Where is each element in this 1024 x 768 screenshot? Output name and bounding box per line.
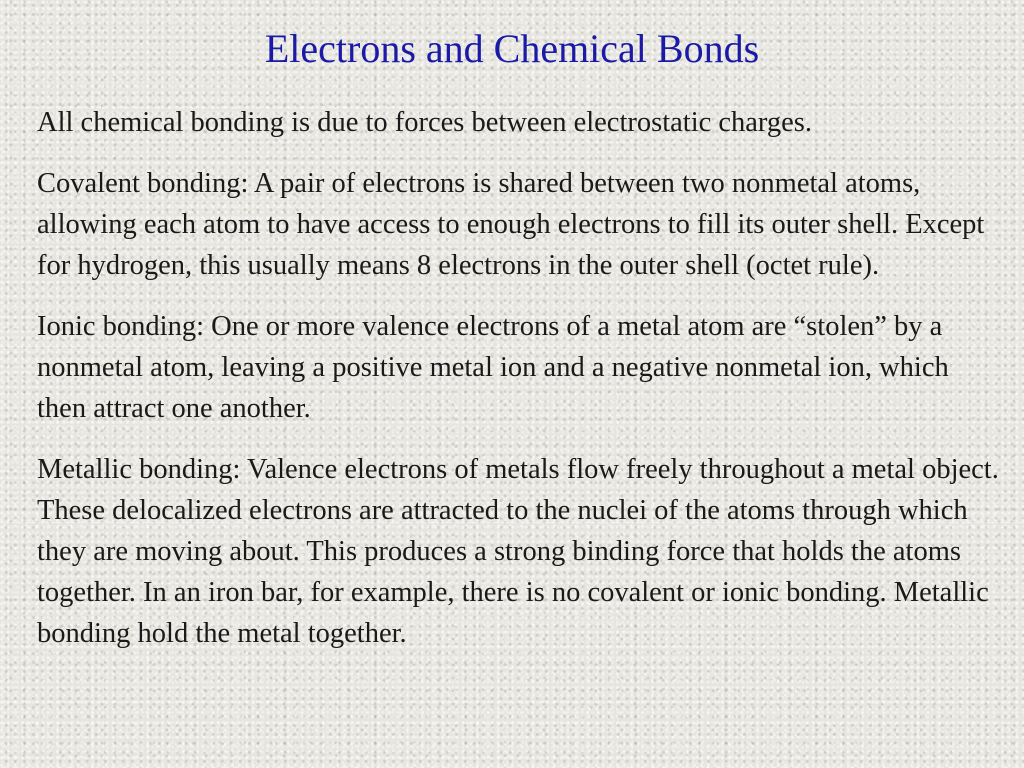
slide-title: Electrons and Chemical Bonds [264,26,760,71]
slide-body [37,102,1003,654]
paragraph-ionic-bonding: Ionic bonding: One or more valence electrons of a metal atom are “stolen” by a nonmetal atom, leaving a positive metal ion and a negative nonmetal ion, which then attract one another. [37,311,949,424]
paragraph-covalent-bonding: Covalent bonding: A pair of electrons is shared between two nonmetal atoms, allowing each atom to have access to enough electrons to fill its outer shell. Except for hydrogen, this usually means 8 electrons in the outer shell (octet rule). [37,168,985,281]
paragraph-intro: All chemical bonding is due to forces between electrostatic charges. [37,107,813,138]
paragraph-metallic-bonding: Metallic bonding: Valence electrons of metals flow freely throughout a metal object. These delocalized electrons are attracted to the nuclei of the atoms through which they are moving about. This produces a strong binding force that holds the atoms together. In an iron bar, for example, there is no covalent or ionic bonding. Metallic bonding hold the metal together. [37,454,999,649]
